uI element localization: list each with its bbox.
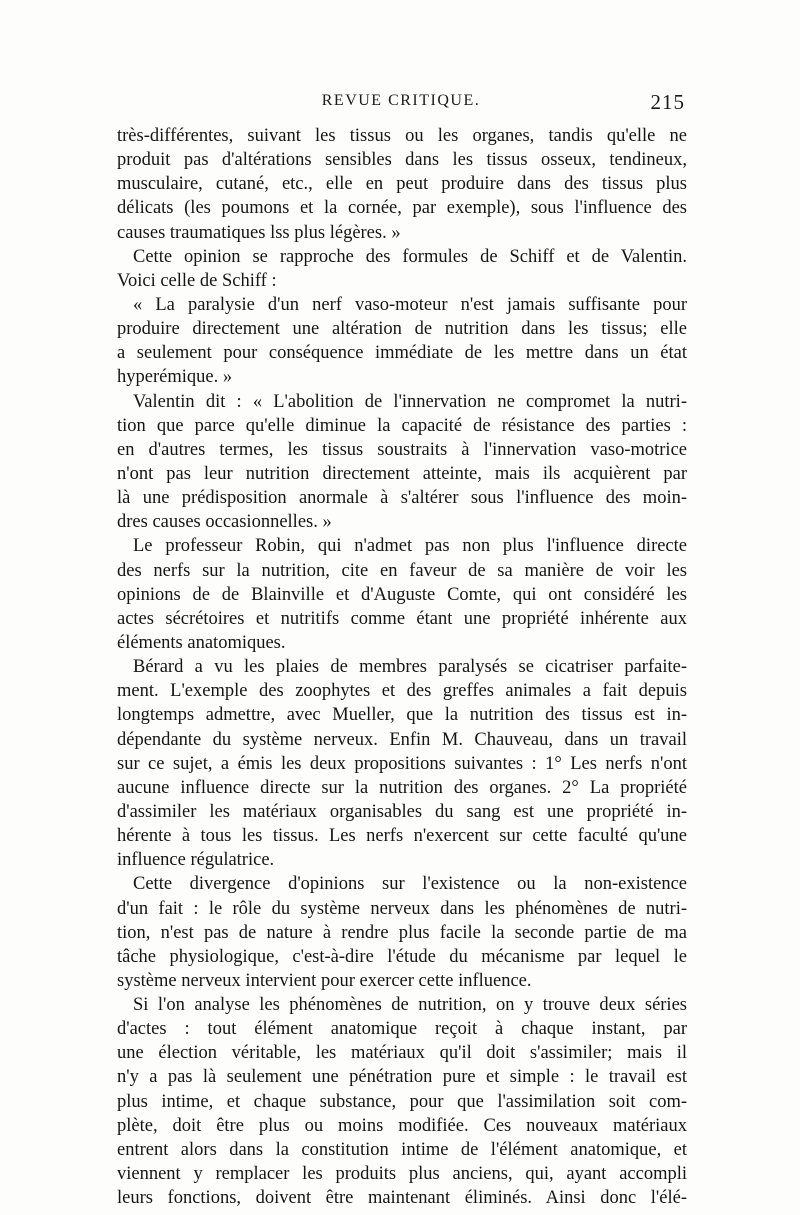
text-line: d'un fait : le rôle du système nerveux dans les phénomènes de nutri- — [117, 898, 687, 919]
text-line: musculaire, cutané, etc., elle en peut produire dans des tissus plus — [117, 174, 687, 195]
text-line: aucune influence directe sur la nutrition des organes. 2° La propriété — [117, 777, 687, 798]
text-line: dépendante du système nerveux. Enfin M. Chauveau, dans un travail — [117, 729, 687, 750]
text-line: sur ce sujet, a émis les deux propositions suivantes : 1° Les nerfs n'ont — [117, 753, 687, 774]
text-line: en d'autres termes, les tissus soustraits à l'innervation vaso-motrice — [117, 439, 687, 460]
text-line: d'actes : tout élément anatomique reçoit à chaque instant, par — [117, 1019, 687, 1040]
text-line: hérente à tous les tissus. Les nerfs n'exercent sur cette faculté qu'une — [117, 826, 687, 847]
text-line: hyperémique. » — [117, 367, 233, 388]
text-line: là une prédisposition anormale à s'altérer sous l'influence des moin- — [117, 488, 687, 509]
text-line: n'y a pas là seulement une pénétration pure et simple : le travail est — [117, 1067, 687, 1088]
text-line: actes sécrétoires et nutritifs comme étant une propriété inhérente aux — [117, 608, 687, 629]
text-line: opinions de de Blainville et d'Auguste Comte, qui ont considéré les — [117, 584, 687, 605]
body-text — [117, 124, 687, 1210]
text-line: plète, doit être plus ou moins modifiée. Ces nouveaux matériaux — [117, 1115, 687, 1136]
text-line: une élection véritable, les matériaux qu'il doit s'assimiler; mais il — [117, 1043, 687, 1064]
text-line: n'ont pas leur nutrition directement atteinte, mais ils acquièrent par — [117, 463, 687, 484]
text-line: longtemps admettre, avec Mueller, que la nutrition des tissus est in- — [117, 705, 687, 726]
text-line: « La paralysie d'un nerf vaso-moteur n'est jamais suffisante pour — [133, 294, 687, 315]
text-line: tion, n'est pas de nature à rendre plus facile la seconde partie de ma — [117, 922, 687, 943]
text-line: Si l'on analyse les phénomènes de nutrition, on y trouve deux séries — [133, 995, 687, 1016]
text-line: Bérard a vu les plaies de membres paralysés se cicatriser parfaite- — [133, 657, 687, 678]
text-line: influence régulatrice. — [117, 850, 275, 871]
text-line: Cette divergence d'opinions sur l'existence ou la non-existence — [133, 874, 687, 895]
text-line: leurs fonctions, doivent être maintenant éliminés. Ainsi donc l'élé- — [117, 1188, 687, 1209]
text-line: tion que parce qu'elle diminue la capacité de résistance des parties : — [117, 415, 687, 436]
text-line: d'assimiler les matériaux organisables du sang est une propriété in- — [117, 801, 687, 822]
text-line: causes traumatiques lss plus légères. » — [117, 222, 401, 243]
page-header — [117, 92, 685, 120]
text-line: ment. L'exemple des zoophytes et des greffes animales a fait depuis — [117, 681, 687, 702]
text-line: tâche physiologique, c'est-à-dire l'étude du mécanisme par lequel le — [117, 946, 687, 967]
text-line: délicats (les poumons et la cornée, par exemple), sous l'influence des — [117, 198, 687, 219]
text-line: a seulement pour conséquence immédiate de les mettre dans un état — [117, 343, 687, 364]
text-line: Cette opinion se rapproche des formules de Schiff et de Valentin. — [133, 246, 687, 267]
text-line: produit pas d'altérations sensibles dans les tissus osseux, tendineux, — [117, 150, 687, 171]
text-line: entrent alors dans la constitution intime de l'élément anatomique, et — [117, 1139, 687, 1160]
text-line: Le professeur Robin, qui n'admet pas non plus l'influence directe — [133, 536, 687, 557]
text-line: produire directement une altération de nutrition dans les tissus; elle — [117, 319, 687, 340]
running-title: REVUE CRITIQUE. — [321, 92, 481, 109]
text-line: viennent y remplacer les produits plus anciens, qui, ayant accompli — [117, 1164, 687, 1185]
text-line: plus intime, et chaque substance, pour que l'assimilation soit com- — [117, 1091, 687, 1112]
text-line: système nerveux intervient pour exercer cette influence. — [117, 970, 532, 991]
text-line: Voici celle de Schiff : — [117, 270, 277, 291]
text-line: éléments anatomiques. — [117, 632, 286, 653]
text-line: dres causes occasionnelles. » — [117, 512, 332, 533]
text-line: très-différentes, suivant les tissus ou les organes, tandis qu'elle ne — [117, 126, 687, 146]
page-number: 215 — [650, 90, 685, 114]
text-line: des nerfs sur la nutrition, cite en faveur de sa manière de voir les — [117, 560, 687, 581]
text-line: Valentin dit : « L'abolition de l'innervation ne compromet la nutri- — [133, 391, 687, 412]
